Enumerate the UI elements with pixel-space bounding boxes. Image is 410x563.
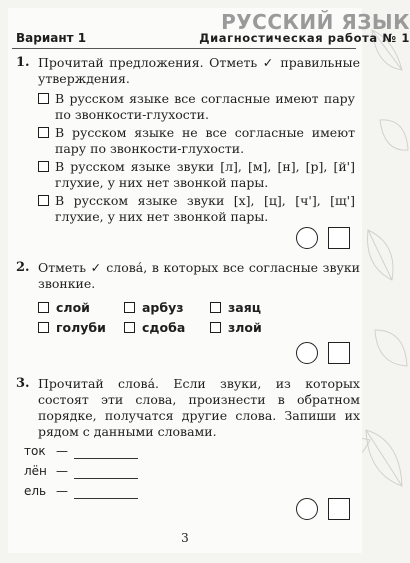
- dash: —: [56, 484, 68, 498]
- answer-line[interactable]: [74, 458, 138, 459]
- header-divider: [12, 48, 356, 49]
- word-option[interactable]: [38, 300, 90, 315]
- checkbox[interactable]: [38, 195, 49, 206]
- checkbox[interactable]: [38, 127, 49, 138]
- word-option[interactable]: [124, 300, 184, 315]
- worksheet-page: [8, 8, 410, 553]
- subject-title: РУССКИЙ ЯЗЫК: [221, 10, 410, 34]
- variant-label: Вариант 1: [16, 31, 87, 45]
- word-option[interactable]: [38, 320, 106, 335]
- answer-option[interactable]: [38, 125, 355, 157]
- page-header: [8, 8, 410, 45]
- task-question: Прочитай слова́. Если звуки, из которых состоят эти слова, произнести в обратном порядке, получатся другие слова. Запиши их рядом с данными словами.: [38, 376, 360, 439]
- page-number: 3: [181, 531, 189, 545]
- task-question: Прочитай предложения. Отметь ✓ правильные утверждения.: [38, 55, 360, 86]
- checkbox[interactable]: [124, 322, 135, 333]
- checkbox[interactable]: [38, 161, 49, 172]
- answer-option[interactable]: [38, 159, 355, 191]
- given-word: лён: [24, 464, 47, 478]
- score-circle[interactable]: [296, 498, 318, 520]
- task-number: 3.: [16, 376, 30, 391]
- checkbox[interactable]: [124, 302, 135, 313]
- word-text: голуби: [56, 320, 106, 335]
- score-square[interactable]: [328, 342, 350, 364]
- score-circle[interactable]: [296, 342, 318, 364]
- option-text: В русском языке звуки [л], [м], [н], [р], [й'] глухие, у них нет звонкой пары.: [55, 159, 355, 190]
- word-row: [24, 484, 46, 498]
- task-number: 1.: [16, 55, 30, 70]
- score-square[interactable]: [328, 498, 350, 520]
- answer-line[interactable]: [74, 478, 138, 479]
- answer-option[interactable]: [38, 193, 355, 225]
- option-text: В русском языке звуки [х], [ц], [ч'], [щ'] глухие, у них нет звонкой пары.: [55, 193, 355, 224]
- task-question: Отметь ✓ слова́, в которых все согласные звуки звонкие.: [38, 260, 360, 291]
- given-word: ель: [24, 484, 47, 498]
- given-word: ток: [24, 444, 46, 458]
- answer-option[interactable]: [38, 91, 355, 123]
- checkbox[interactable]: [210, 302, 221, 313]
- checkbox[interactable]: [38, 322, 49, 333]
- option-text: В русском языке не все согласные имеют пару по звонкости-глухости.: [55, 125, 355, 156]
- work-title: Диагностическая работа № 1: [199, 31, 410, 45]
- checkbox[interactable]: [38, 302, 49, 313]
- word-row: [24, 464, 47, 478]
- score-square[interactable]: [328, 227, 350, 249]
- option-text: В русском языке все согласные имеют пару по звонкости-глухости.: [55, 91, 355, 122]
- task-3: [16, 376, 360, 526]
- checkbox[interactable]: [210, 322, 221, 333]
- word-row: [24, 444, 46, 458]
- answer-line[interactable]: [74, 498, 138, 499]
- word-option[interactable]: [210, 320, 262, 335]
- task-1: [16, 55, 360, 255]
- dash: —: [56, 464, 68, 478]
- task-number: 2.: [16, 260, 30, 275]
- checkbox[interactable]: [38, 93, 49, 104]
- word-text: арбуз: [142, 300, 184, 315]
- score-circle[interactable]: [296, 227, 318, 249]
- dash: —: [56, 444, 68, 458]
- task-2: [16, 260, 360, 370]
- word-option[interactable]: [210, 300, 261, 315]
- word-text: злой: [228, 320, 262, 335]
- word-option[interactable]: [124, 320, 185, 335]
- word-text: сдоба: [142, 320, 186, 335]
- word-text: слой: [56, 300, 90, 315]
- word-text: заяц: [228, 300, 261, 315]
